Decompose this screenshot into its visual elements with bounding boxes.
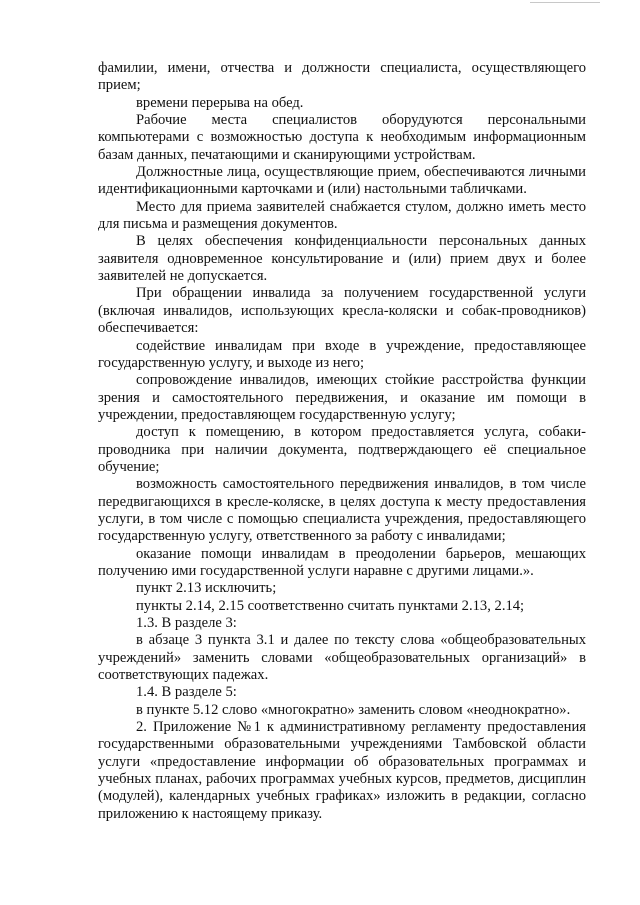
paragraph-9: сопровождение инвалидов, имеющих стойкие расстройства функции зрения и самостоятельного передвижения, и оказание им помощи в учреждении, предоставляющем государственную услугу; — [98, 372, 586, 423]
paragraph-1: фамилии, имени, отчества и должности специалиста, осуществляющего прием; — [98, 60, 586, 94]
paragraph-11: возможность самостоятельного передвижения инвалидов, в том числе передвигающихся в кресле-коляске, в целях доступа к месту предоставления услуги, в том числе с помощью специалиста учреждения, предоставляющего государственную услугу, ответственного за работу с инвалидами; — [98, 476, 586, 545]
paragraph-12: оказание помощи инвалидам в преодолении барьеров, мешающих получению ими государственной услуги наравне с другими лицами.». — [98, 545, 586, 579]
scan-artifact — [530, 2, 600, 9]
paragraph-4: Должностные лица, осуществляющие прием, обеспечиваются личными идентификационными карточками и (или) настольными табличками. — [98, 164, 586, 198]
paragraph-13: пункт 2.13 исключить; — [136, 580, 277, 597]
paragraph-10: доступ к помещению, в котором предоставляется услуга, собаки-проводника при наличии документа, подтверждающего её специальное обучение; — [98, 424, 586, 475]
paragraph-19: 2. Приложение №1 к административному регламенту предоставления государственными образовательными учреждениями Тамбовской области услуги «предоставление информации об образовательных программах и учебных планах, рабочих программах учебных курсов, предметов, дисциплин (модулей), календарных учебных графиках» изложить в редакции, согласно приложению к настоящему приказу. — [98, 719, 586, 822]
paragraph-15: 1.3. В разделе 3: — [136, 615, 237, 631]
paragraph-14: пункты 2.14, 2.15 соответственно считать пунктами 2.13, 2.14; — [136, 597, 525, 614]
paragraph-18: в пункте 5.12 слово «многократно» заменить словом «неоднократно». — [136, 701, 571, 718]
paragraph-17: 1.4. В разделе 5: — [136, 684, 237, 701]
paragraph-3: Рабочие места специалистов оборудуются персональными компьютерами с возможностью доступа к необходимым информационным базам данных, печатающими и сканирующими устройствам. — [98, 112, 586, 163]
paragraph-7: При обращении инвалида за получением государственной услуги (включая инвалидов, использующих кресла-коляски и собак-проводников) обеспечивается: — [98, 285, 586, 337]
paragraph-5: Место для приема заявителей снабжается стулом, должно иметь место для письма и размещения документов. — [98, 198, 586, 233]
paragraph-6: В целях обеспечения конфиденциальности персональных данных заявителя одновременное консультирование и (или) прием двух и более заявителей не допускается. — [98, 233, 586, 285]
document-body — [98, 60, 586, 823]
paragraph-8: содействие инвалидам при входе в учреждение, предоставляющее государственную услугу, и выходе из него; — [98, 337, 586, 371]
paragraph-16: в абзаце 3 пункта 3.1 и далее по тексту слова «общеобразовательных учреждений» заменить словами «общеобразовательных организаций» в соответствующих падежах. — [98, 632, 586, 684]
paragraph-2: времени перерыва на обед. — [136, 94, 304, 111]
